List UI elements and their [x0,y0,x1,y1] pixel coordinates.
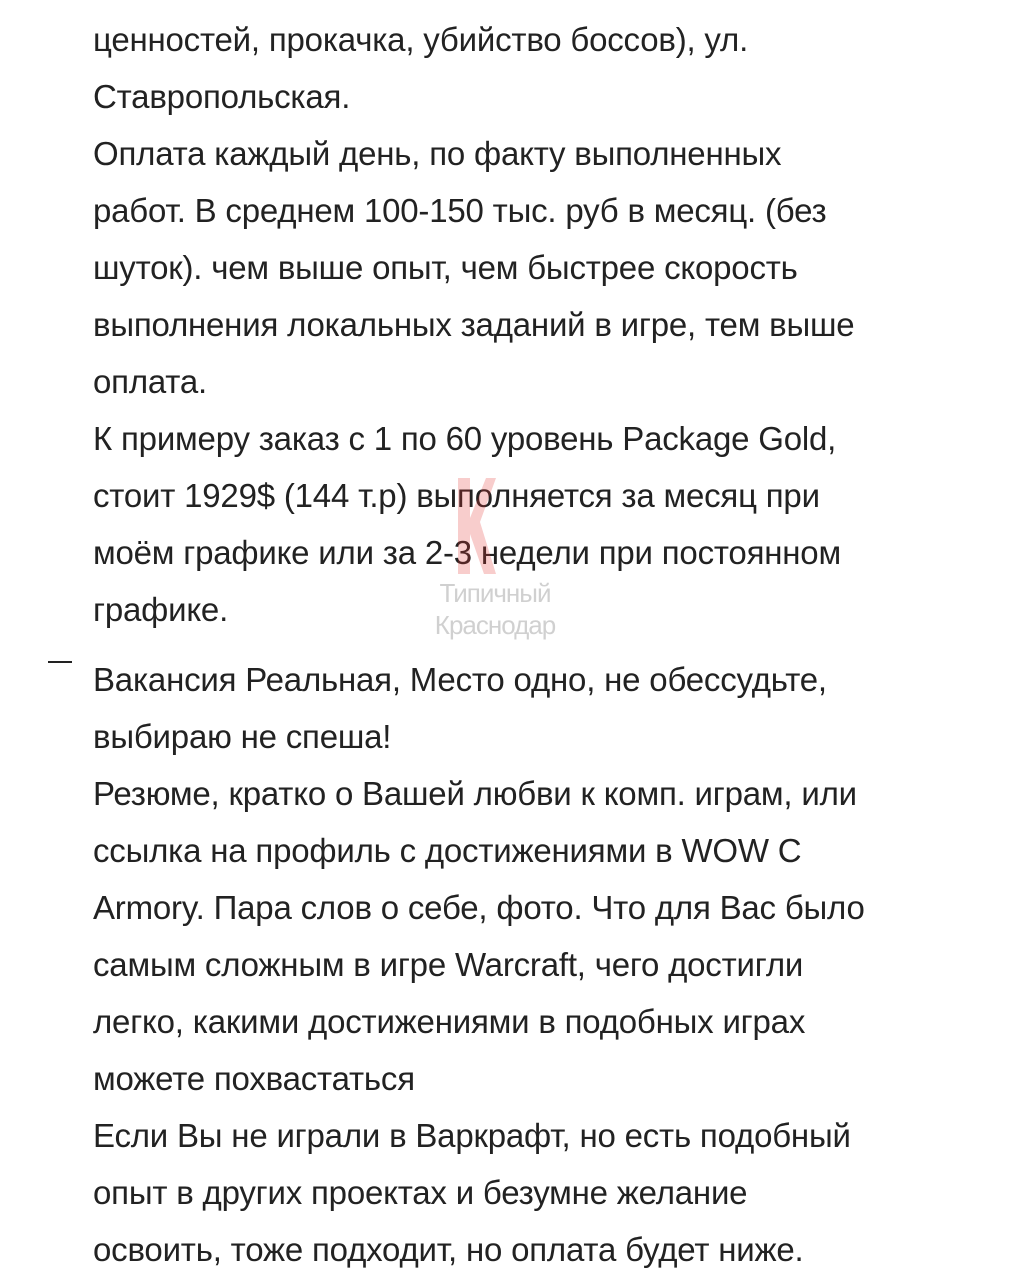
watermark-logo [410,470,580,650]
text-line: выбираю не спеша! [93,718,392,755]
watermark-text-line1: Типичный [439,578,551,608]
text-line: освоить, тоже подходит, но оплата будет ниже. [93,1231,804,1268]
watermark-text-line2: Краснодар [434,610,556,640]
text-line: графике. [93,591,229,628]
text-line: Резюме, кратко о Вашей любви к комп. играм, или [93,775,857,812]
bullet-dash [48,661,72,663]
text-line: моём графике или за 2-3 недели при постоянном [93,534,841,571]
text-line: Вакансия Реальная, Место одно, не обессудьте, [93,661,827,698]
k-logo-icon [456,478,496,574]
text-line: Оплата каждый день, по факту выполненных [93,135,782,172]
text-line: К примеру заказ с 1 по 60 уровень Package Gold, [93,420,837,457]
text-line: самым сложным в игре Warcraft, чего достигли [93,946,804,983]
text-line: Ставропольская. [93,78,351,115]
text-line: работ. В среднем 100-150 тыс. руб в месяц. (без [93,192,827,229]
text-line: шуток). чем выше опыт, чем быстрее скорость [93,249,798,286]
text-line: можете похвастаться [93,1060,415,1097]
text-line: ценностей, прокачка, убийство боссов), ул. [93,21,749,58]
text-line: легко, какими достижениями в подобных играх [93,1003,806,1040]
text-line: Armory. Пара слов о себе, фото. Что для Вас было [93,889,865,926]
text-line: оплата. [93,363,207,400]
text-line: выполнения локальных заданий в игре, тем выше [93,306,855,343]
text-line: стоит 1929$ (144 т.р) выполняется за месяц при [93,477,820,514]
text-line: ссылка на профиль с достижениями в WOW C [93,832,802,869]
text-line: Если Вы не играли в Варкрафт, но есть подобный [93,1117,851,1154]
text-line: опыт в других проектах и безумне желание [93,1174,748,1211]
